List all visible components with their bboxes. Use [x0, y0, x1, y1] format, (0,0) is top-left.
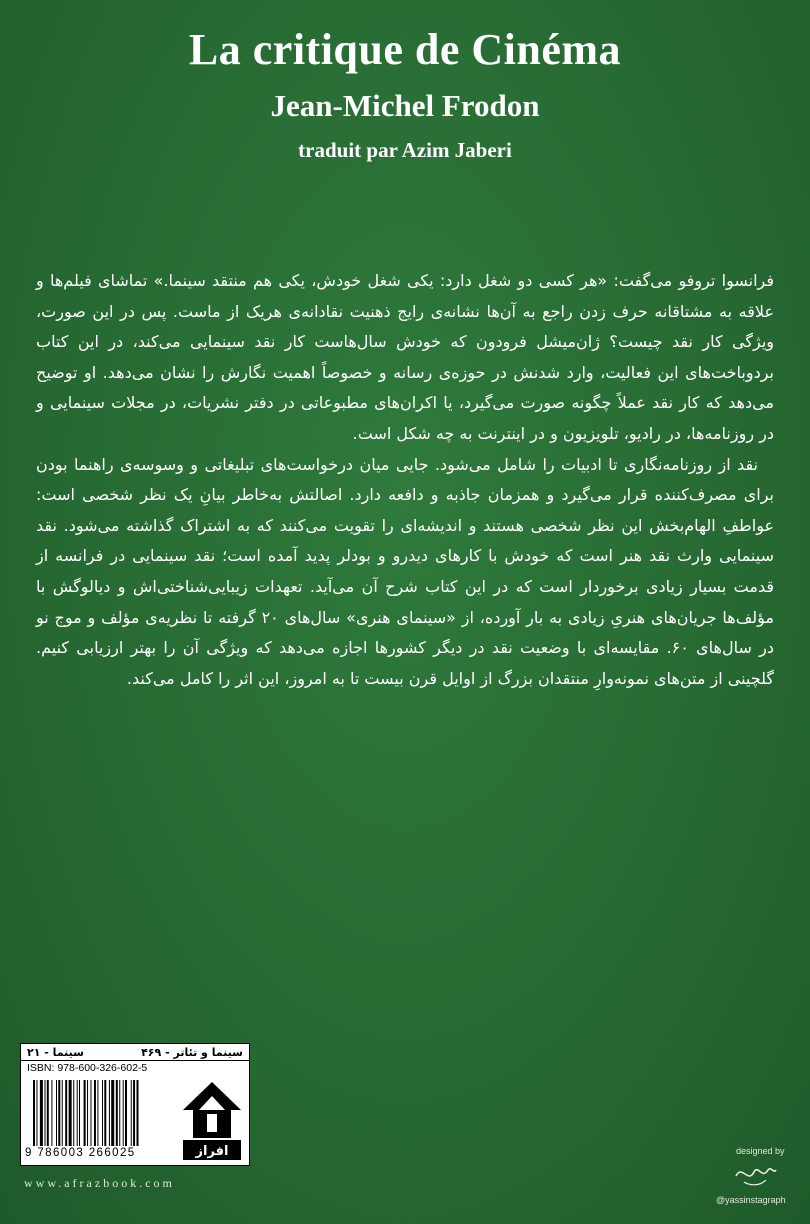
- barcode-bar: [94, 1080, 96, 1146]
- book-title: La critique de Cinéma: [188, 25, 622, 74]
- back-cover-blurb: [36, 266, 774, 694]
- barcode-bar: [51, 1080, 52, 1146]
- barcode-bar: [58, 1080, 60, 1146]
- barcode-bar: [91, 1080, 92, 1146]
- instagram-handle: @yassinstagraph: [716, 1195, 786, 1205]
- barcode-bar: [73, 1080, 74, 1146]
- publisher-website: www.afrazbook.com: [24, 1176, 175, 1190]
- barcode-bar: [97, 1080, 98, 1146]
- author-name: Jean-Michel Frodon: [270, 88, 540, 123]
- series-info: [21, 1044, 249, 1061]
- barcode-bar: [87, 1080, 88, 1146]
- publisher-logo-text: افراز: [195, 1144, 229, 1159]
- barcode-bar: [123, 1080, 124, 1146]
- blurb-paragraph-1: فرانسوا تروفو می‌گفت: «هر کسی دو شغل دارد: یکی شغل خودش، یکی هم منتقد سینما.» تماشای فیلم‌ها و علاقه به مشتاقانه حرف زدن راجع به آن‌ها نشانه‌ی رایج ذهنیت نقادانه‌ی هریک از ماست. پس در این صورت، ویژگی کار نقد چیست؟ ژان‌میشل فرودون که خودش سال‌هاست کار نقد سینمایی می‌کند، در این کتاب بردوباخت‌های این فعالیت، وارد شدنش در حوزه‌ی رسانه و خصوصاً اهمیت نگارش را نشان می‌دهد. او توضیح می‌دهد که کار نقد عملاً چگونه صورت می‌گیرد، یا اکران‌های مطبوعاتی در دفتر نشریات، در مجلات سینمایی و در روزنامه‌ها، در رادیو، تلویزیون و در اینترنت به چه شکل است.: [36, 271, 774, 443]
- blurb-paragraph-2: نقد از روزنامه‌نگاری تا ادبیات را شامل می‌شود. جایی میان درخواست‌های تبلیغاتی و وسوسه‌ی راهنما بودن برای مصرف‌کننده قرار می‌گیرد و همزمان جاذبه و دافعه دارد. اصالتش به‌خاطر بیانِ یک نظر شخصی است: عواطفِ الهام‌بخش این نظر شخصی هستند و اندیشه‌ای را تقویت می‌کنند که به اشتراک گذاشته می‌شود. نقد سینمایی وارث نقد هنر است که خودش با کارهای دیدرو و بودلر پدید آمده است؛ نقد سینمایی در فرانسه از قدمت بسیار زیادی برخوردار است که در این کتاب شرح آن می‌آید. تعهدات زیبایی‌شناختی‌اش و دیالوگش با مؤلف‌ها جریان‌های هنریِ زیادی به بار آورده، از «سینمای هنری» سال‌های ۲۰ گرفته تا نظریه‌ی مؤلف و موج نو در سال‌های ۶۰. مقایسه‌ای با وضعیت نقد در دیگر کشورها اجازه می‌دهد که ویژگی آن را بهتر ارزیابی کنیم. گلچینی از متن‌های نمونه‌وارِ منتقدان بزرگ از اوایل قرن بیست تا به امروز، این اثر را کامل می‌کند.: [36, 454, 775, 688]
- barcode-bar: [111, 1080, 114, 1146]
- barcode-bar: [45, 1080, 46, 1146]
- barcode-bar: [47, 1080, 49, 1146]
- barcode-bar: [131, 1080, 132, 1146]
- series-number-right: سینما و تئاتر - ۴۶۹: [141, 1045, 243, 1059]
- designer-credit: designed by: [736, 1146, 785, 1156]
- barcode-bar: [116, 1080, 118, 1146]
- barcode-bar: [133, 1080, 135, 1146]
- barcode-bar: [62, 1080, 63, 1146]
- series-number-left: سینما - ۲۱: [27, 1045, 84, 1059]
- designer-signature-icon: [730, 1158, 780, 1190]
- barcode-bar: [36, 1080, 37, 1146]
- barcode-bars: [31, 1080, 175, 1146]
- barcode-bar: [109, 1080, 110, 1146]
- barcode-bar: [40, 1080, 43, 1146]
- barcode-bar: [79, 1080, 80, 1146]
- barcode-bar: [69, 1080, 72, 1146]
- barcode-digits: 9 786003 266025: [25, 1147, 136, 1159]
- publisher-logo-icon: [179, 1078, 245, 1162]
- barcode-bar: [84, 1080, 86, 1146]
- translator-credit: traduit par Azim Jaberi: [298, 138, 512, 162]
- barcode-bar: [56, 1080, 57, 1146]
- barcode-bar: [104, 1080, 106, 1146]
- barcode-bar: [137, 1080, 139, 1146]
- barcode-bar: [125, 1080, 127, 1146]
- barcode-bar: [65, 1080, 67, 1146]
- barcode-bar: [33, 1080, 35, 1146]
- isbn-text: ISBN: 978-600-326-602-5: [27, 1062, 148, 1074]
- barcode-label: [20, 1043, 250, 1166]
- barcode-bar: [77, 1080, 78, 1146]
- barcode-bar: [119, 1080, 120, 1146]
- barcode-bar: [102, 1080, 103, 1146]
